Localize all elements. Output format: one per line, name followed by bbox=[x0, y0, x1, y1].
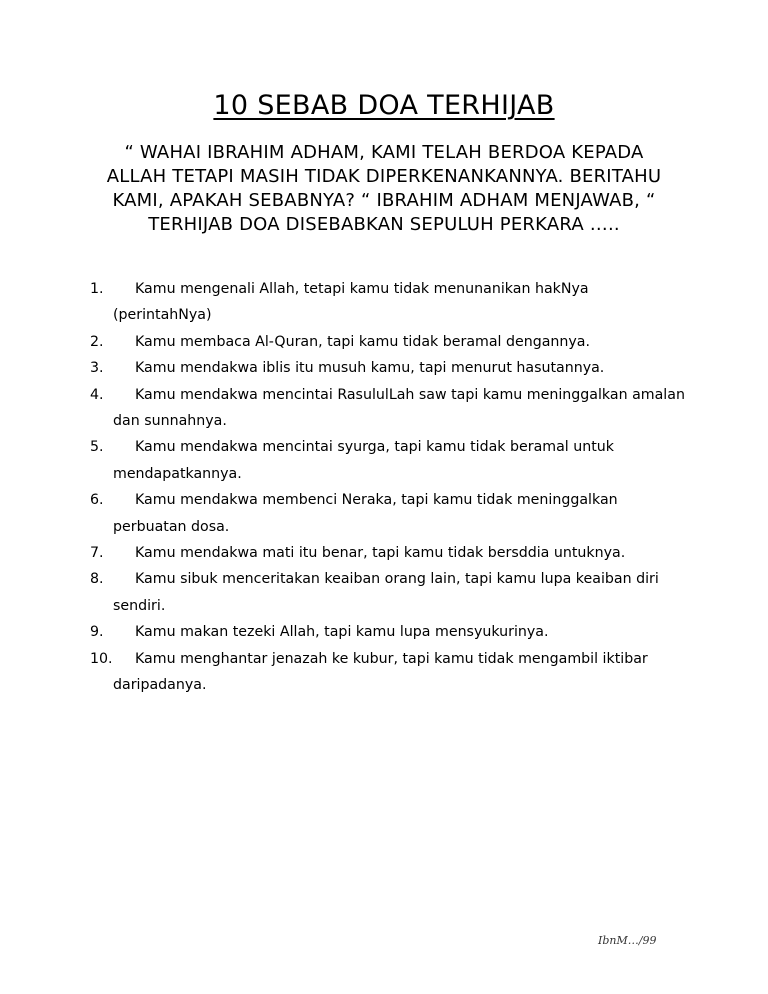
item-text: Kamu mendakwa mencintai RasululLah saw tapi kamu meninggalkan amalan dan sunnahnya. bbox=[113, 386, 685, 430]
item-number: 9. bbox=[90, 624, 104, 641]
item-number: 6. bbox=[90, 492, 104, 509]
list-item bbox=[90, 382, 690, 435]
item-text: Kamu mengenali Allah, tetapi kamu tidak menunanikan hakNya (perintahNya) bbox=[113, 281, 589, 324]
item-number: 7. bbox=[90, 545, 104, 562]
quote-paragraph: “ WAHAI IBRAHIM ADHAM, KAMI TELAH BERDOA KEPADA ALLAH TETAPI MASIH TIDAK DIPERKENANKANNYA. BERITAHU KAMI, APAKAH SEBABNYA? “ IBRAHIM ADHAM MENJAWAB, “ TERHIJAB DOA DISEBABKAN SEPULUH PERKARA ….. bbox=[106, 142, 662, 235]
document-title: 10 SEBAB DOA TERHIJAB bbox=[213, 90, 555, 121]
item-text: Kamu mendakwa membenci Neraka, tapi kamu tidak meninggalkan perbuatan dosa. bbox=[113, 492, 618, 535]
item-number: 4. bbox=[90, 386, 104, 403]
item-text: Kamu mendakwa mati itu benar, tapi kamu tidak bersddia untuknya. bbox=[135, 545, 626, 562]
item-text: Kamu mendakwa iblis itu musuh kamu, tapi menurut hasutannya. bbox=[135, 360, 605, 377]
list-item bbox=[90, 619, 690, 645]
list-item bbox=[90, 566, 690, 619]
item-number: 5. bbox=[90, 439, 104, 456]
list-item bbox=[90, 276, 690, 329]
list-item bbox=[90, 646, 690, 699]
item-text: Kamu menghantar jenazah ke kubur, tapi kamu tidak mengambil iktibar daripadanya. bbox=[113, 650, 648, 694]
item-text: Kamu makan tezeki Allah, tapi kamu lupa mensyukurinya. bbox=[135, 624, 549, 641]
list-item bbox=[90, 355, 690, 381]
list-item bbox=[90, 540, 690, 566]
item-text: Kamu membaca Al-Quran, tapi kamu tidak beramal dengannya. bbox=[135, 333, 590, 350]
item-number: 10. bbox=[90, 650, 113, 667]
list-item bbox=[90, 434, 690, 487]
item-number: 1. bbox=[90, 281, 104, 297]
footer-signature: IbnM…/99 bbox=[598, 934, 657, 947]
item-number: 3. bbox=[90, 360, 104, 377]
item-text: Kamu sibuk menceritakan keaiban orang lain, tapi kamu lupa keaiban diri sendiri. bbox=[113, 571, 659, 614]
reasons-list bbox=[90, 276, 690, 699]
item-text: Kamu mendakwa mencintai syurga, tapi kamu tidak beramal untuk mendapatkannya. bbox=[113, 439, 615, 482]
item-number: 8. bbox=[90, 571, 104, 588]
list-item bbox=[90, 487, 690, 540]
item-number: 2. bbox=[90, 333, 104, 350]
list-item bbox=[90, 329, 690, 355]
